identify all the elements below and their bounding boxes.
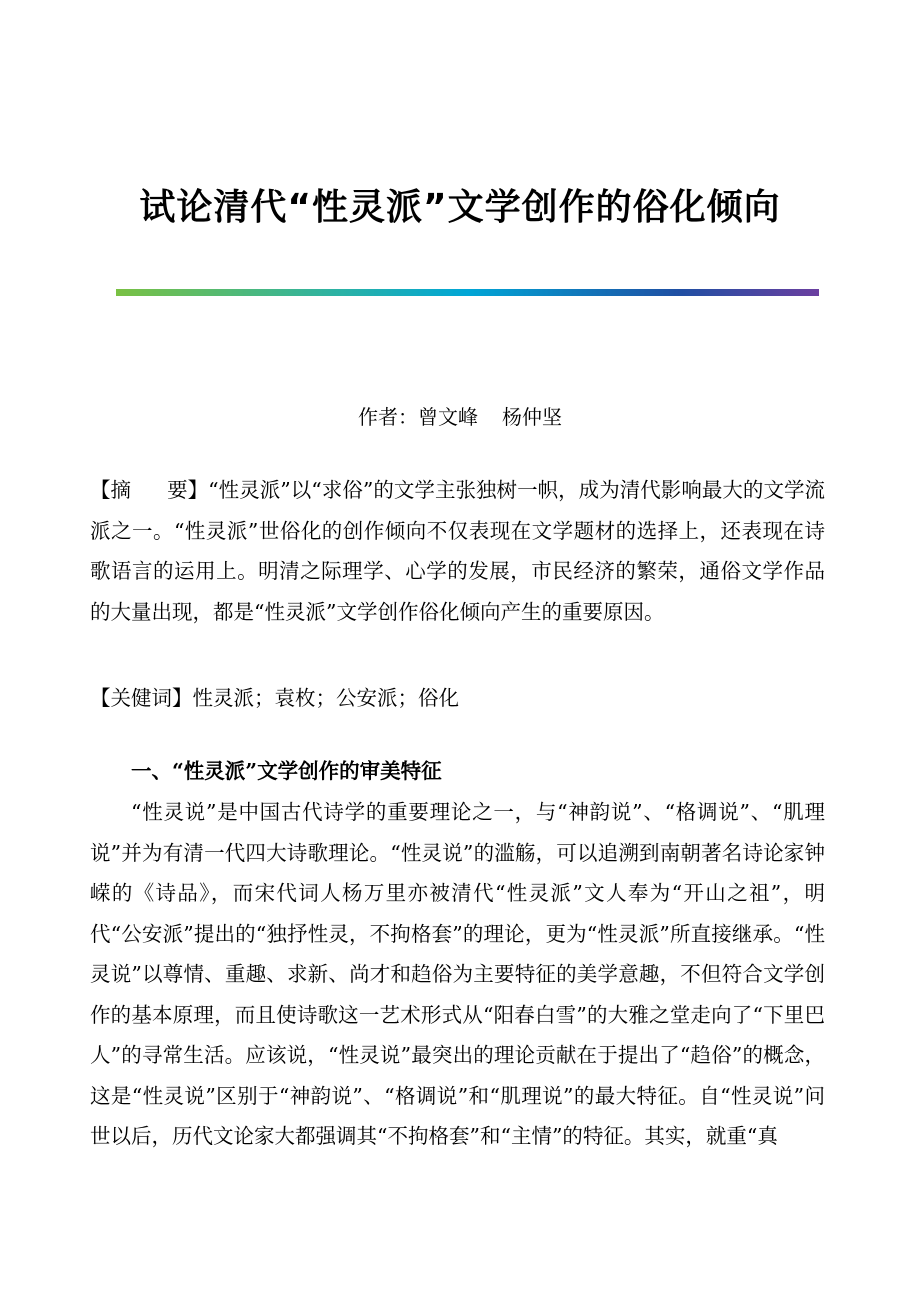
abstract xyxy=(90,470,825,632)
page-title: 试论清代“性灵派”文学创作的俗化倾向 xyxy=(139,187,781,228)
title-divider xyxy=(116,289,819,296)
keywords-label: 【关健词】 xyxy=(90,686,193,710)
keywords-text: 性灵派；袁枚；公安派；俗化 xyxy=(192,686,459,710)
section-heading: 一、“性灵派”文学创作的审美特征 xyxy=(131,759,442,783)
body-paragraph: “性灵说”是中国古代诗学的重要理论之一，与“神韵说”、“格调说”、“肌理说”并为有清一代四大诗歌理论。“性灵说”的滥觞，可以追溯到南朝著名诗论家钟嵘的《诗品》，而宋代词人杨万里亦被清代“性灵派”文人奉为“开山之祖”，明代“公安派”提出的“独抒性灵，不拘格套”的理论，更为“性灵派”所直接继承。“性灵说”以尊情、重趣、求新、尚才和趋俗为主要特征的美学意趣，不但符合文学创作的基本原理，而且使诗歌这一艺术形式从“阳春白雪”的大雅之堂走向了“下里巴人”的寻常生活。应该说，“性灵说”最突出的理论贡献在于提出了“趋俗”的概念，这是“性灵说”区别于“神韵说”、“格调说”和“肌理说”的最大特征。自“性灵说”问世以后，历代文论家大都强调其“不拘格套”和“主情”的特征。其实，就重“真 xyxy=(90,800,825,1148)
author-name: 杨仲坚 xyxy=(502,405,562,429)
abstract-text: “性灵派”以“求俗”的文学主张独树一帜，成为清代影响最大的文学流派之一。“性灵派”世俗化的创作倾向不仅表现在文学题材的选择上，还表现在诗歌语言的运用上。明清之际理学、心学的发展，市民经济的繁荣，通俗文学作品的大量出现，都是“性灵派”文学创作俗化倾向产生的重要原因。 xyxy=(90,478,826,624)
keywords xyxy=(90,678,825,719)
author-name: 曾文峰 xyxy=(418,405,478,429)
author-label: 作者： xyxy=(358,405,418,429)
author-line xyxy=(0,402,920,432)
abstract-label: 【摘 要】 xyxy=(90,478,209,502)
